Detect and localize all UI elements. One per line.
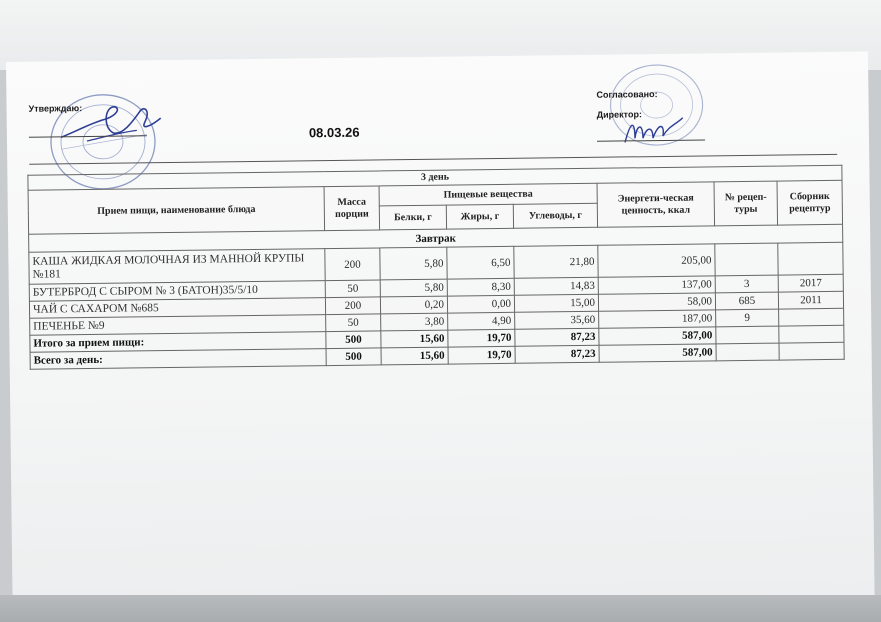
director-label: Директор: xyxy=(596,109,642,120)
col-protein-header: Белки, г xyxy=(379,205,446,230)
dish-energy: 205,00 xyxy=(598,244,715,277)
document-date: 08.03.26 xyxy=(308,124,360,141)
meal-total-collection xyxy=(779,325,844,343)
dish-fat: 8,30 xyxy=(447,278,514,296)
dish-energy: 137,00 xyxy=(598,276,715,294)
dish-mass: 200 xyxy=(325,297,380,315)
dish-carbs: 15,00 xyxy=(514,294,598,312)
dish-fat: 0,00 xyxy=(447,295,514,313)
dish-collection: 2017 xyxy=(778,274,843,292)
dish-name: ПЕЧЕНЬЕ №9 xyxy=(30,315,326,336)
dish-recipe: 685 xyxy=(715,292,778,310)
dish-recipe: 9 xyxy=(716,309,779,327)
col-meal-header: Прием пищи, наименование блюда xyxy=(28,187,325,235)
approve-label: Утверждаю: xyxy=(28,103,83,114)
dish-protein: 0,20 xyxy=(380,296,447,314)
dish-recipe xyxy=(715,243,778,276)
meal-total-fat: 19,70 xyxy=(448,329,515,347)
dish-carbs: 35,60 xyxy=(515,311,599,329)
dish-name: ЧАЙ С САХАРОМ №685 xyxy=(29,298,325,319)
day-total-protein: 15,60 xyxy=(381,347,448,365)
agreed-label: Согласовано: xyxy=(596,89,658,100)
meal-total-label: Итого за прием пищи: xyxy=(30,332,326,353)
dish-protein: 5,80 xyxy=(380,279,447,297)
day-total-label: Всего за день: xyxy=(30,349,326,370)
dish-energy: 187,00 xyxy=(599,310,716,328)
dish-protein: 5,80 xyxy=(380,247,447,280)
dish-collection xyxy=(779,308,844,326)
dish-fat: 6,50 xyxy=(447,246,514,279)
day-total-mass: 500 xyxy=(326,348,381,366)
dish-fat: 4,90 xyxy=(448,312,515,330)
dish-carbs: 21,80 xyxy=(514,245,598,278)
dish-energy: 58,00 xyxy=(598,293,715,311)
day-total-fat: 19,70 xyxy=(448,346,515,364)
dish-carbs: 14,83 xyxy=(514,277,598,295)
menu-table xyxy=(27,165,844,370)
dish-name: БУТЕРБРОД С СЫРОМ № 3 (БАТОН)35/5/10 xyxy=(29,281,325,302)
meal-total-energy: 587,00 xyxy=(599,327,716,345)
col-recipe-header: № рецеп-туры xyxy=(714,181,778,226)
day-total-carbs: 87,23 xyxy=(515,345,599,363)
col-mass-header: Масса порции xyxy=(324,186,380,231)
day-total-recipe xyxy=(716,343,779,361)
col-carbs-header: Углеводы, г xyxy=(513,203,597,228)
menu-sheet xyxy=(6,51,875,609)
day-total-collection xyxy=(779,342,844,360)
section-breakfast: Завтрак xyxy=(29,224,843,252)
col-collection-header: Сборник рецептур xyxy=(777,180,843,225)
dish-mass: 200 xyxy=(325,248,380,281)
col-nutrients-header: Пищевые вещества xyxy=(379,183,597,206)
dish-name: КАША ЖИДКАЯ МОЛОЧНАЯ ИЗ МАННОЙ КРУПЫ №181 xyxy=(29,249,325,285)
signature-right xyxy=(619,112,689,153)
day-title: 3 день xyxy=(28,165,842,190)
col-fat-header: Жиры, г xyxy=(446,204,513,229)
dish-protein: 3,80 xyxy=(381,313,448,331)
dish-mass: 50 xyxy=(325,280,380,298)
day-total-energy: 587,00 xyxy=(599,344,716,362)
dish-mass: 50 xyxy=(326,314,381,332)
meal-total-protein: 15,60 xyxy=(381,330,448,348)
dish-collection xyxy=(778,242,843,275)
meal-total-carbs: 87,23 xyxy=(515,328,599,346)
backdrop-bottom xyxy=(0,595,881,622)
dish-recipe: 3 xyxy=(715,275,778,293)
dish-collection: 2011 xyxy=(778,291,843,309)
meal-total-recipe xyxy=(716,326,779,344)
meal-total-mass: 500 xyxy=(326,331,381,349)
col-energy-header: Энергети-ческая ценность, ккал xyxy=(597,182,715,227)
